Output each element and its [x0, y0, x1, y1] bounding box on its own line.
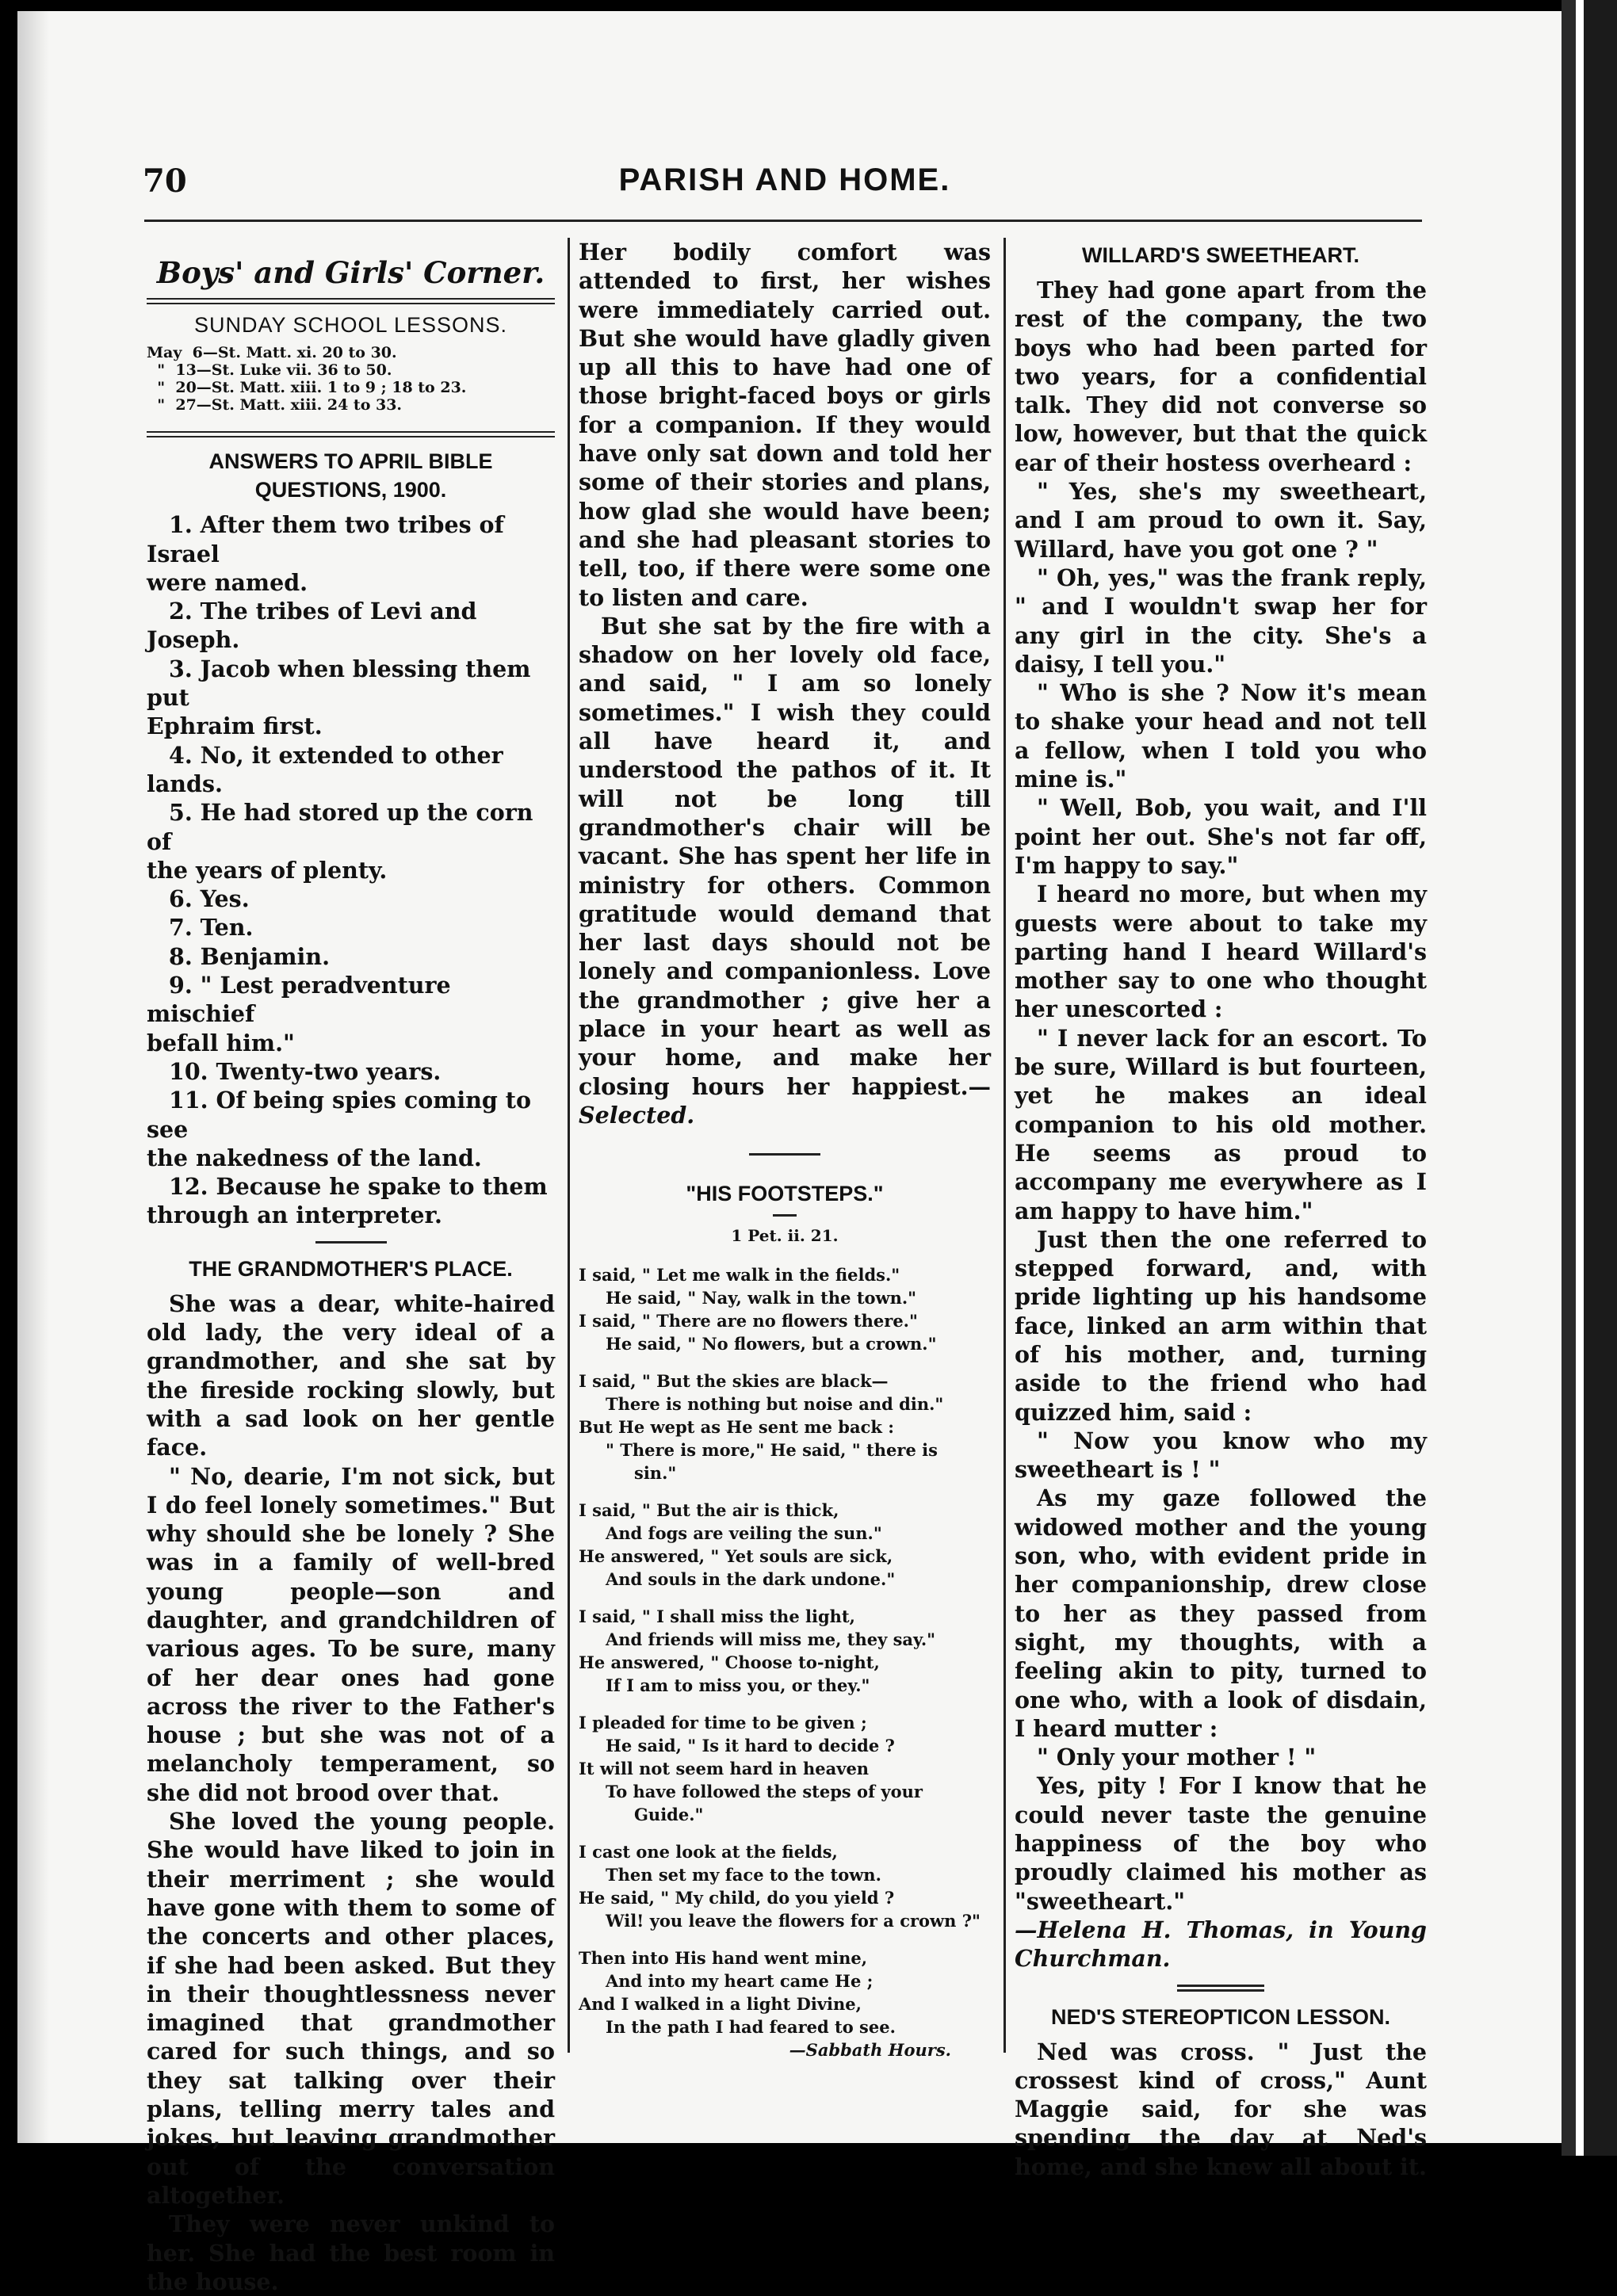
paragraph: " Oh, yes," was the frank reply, " and I wouldn't swap her for any girl in the city. She's a daisy, I tell you.": [1015, 563, 1427, 678]
page-number: 70: [143, 162, 187, 200]
paragraph: I heard no more, but when my guests were about to take my parting hand I heard Willard's mother say to one who thought her unescorted :: [1015, 881, 1427, 1023]
poem-line: Then into His hand went mine,: [579, 1947, 868, 1968]
scan-right-edge: [1562, 0, 1617, 2156]
answer-item-cont: Joseph.: [147, 626, 240, 654]
answers-title: [147, 447, 555, 504]
answers-list: [147, 510, 555, 1229]
poem-line: Then set my face to the town.: [606, 1864, 881, 1885]
poem: [579, 1263, 991, 2061]
answer-item-cont: the nakedness of the land.: [147, 1144, 482, 1171]
lesson-item: May 6—St. Matt. xi. 20 to 30.: [147, 344, 397, 362]
answer-item: 12. Because he spake to them: [169, 1173, 548, 1201]
answer-item: 8. Benjamin.: [169, 942, 331, 970]
poem-line: He answered, " Yet souls are sick,: [579, 1545, 893, 1566]
header-rule: [144, 220, 1422, 222]
paragraph: They had gone apart from the rest of the company, the two boys who had been parted for two years, for a confidential talk. They did not converse so low, however, but that the quick ear of their hostess overheard :: [1015, 277, 1427, 476]
small-rule: [773, 1214, 797, 1217]
poem-line: He said, " No flowers, but a crown.": [606, 1333, 937, 1354]
poem-stanza: [579, 1711, 991, 1826]
paragraph-text: But she sat by the fire with a shadow on her lovely old face, and said, " I am so lonely sometimes." I wish they could all have heard it, and understood the pathos of it. It will not be long till grandmother's chair will be vacant. She has spent her life in ministry for others. Common gratitude would demand that her last days should not be lonely and companionless. Love the grandmother ; give her a place in your heart as well as your home, and make her closing hours her happiest.—: [579, 612, 991, 1100]
answer-item: 10. Twenty-two years.: [169, 1057, 442, 1085]
poem-line: He said, " Nay, walk in the town.": [606, 1287, 917, 1308]
poem-line: I said, " But the skies are black—: [579, 1370, 889, 1391]
answers-title-line: QUESTIONS, 1900.: [254, 478, 447, 502]
poem-line: If I am to miss you, or they.": [606, 1675, 870, 1695]
poem-line: He answered, " Choose to-night,: [579, 1652, 880, 1672]
page-header: [143, 162, 1427, 210]
poem-source: [579, 2038, 991, 2061]
answer-item-cont: the years of plenty.: [147, 856, 388, 884]
paragraph: As my gaze followed the widowed mother and the young son, who, with evident pride in her companionship, drew close to her as they passed from sight, my thoughts, with a feeling akin to pity, turned to one who, with a look of disdain, I heard mutter :: [1015, 1484, 1427, 1742]
source-credit: Selected.: [579, 1101, 695, 1129]
willard-title: WILLARD'S SWEETHEART.: [1082, 243, 1359, 267]
column-middle: [579, 238, 991, 2061]
poem-stanza: [579, 1605, 991, 1697]
lesson-item: " 27—St. Matt. xiii. 24 to 33.: [147, 396, 403, 415]
poem-line: It will not seem hard in heaven: [579, 1758, 870, 1778]
column-left: [147, 238, 555, 2296]
poem-line: And souls in the dark undone.": [606, 1568, 896, 1589]
poem-line: He said, " My child, do you yield ?: [579, 1887, 895, 1908]
poem-line: I said, " I shall miss the light,: [579, 1606, 855, 1626]
paragraph: She was a dear, white-haired old lady, the very ideal of a grandmother, and she sat by the fireside rocking slowly, but with a sad look on her gentle face.: [147, 1289, 555, 1461]
paragraph: " Now you know who my sweetheart is ! ": [1015, 1427, 1427, 1484]
paragraph: They were never unkind to her. She had the best room in the house.: [147, 2210, 555, 2295]
poem-line: There is nothing but noise and din.": [606, 1393, 944, 1414]
lessons-list: [147, 344, 555, 414]
paragraph: " Who is she ? Now it's mean to shake your head and not tell a fellow, when I told you who mine is.": [1015, 679, 1427, 793]
poem-line: I said, " Let me walk in the fields.": [579, 1264, 900, 1285]
column-divider-1: [568, 238, 570, 2053]
poem-stanza: [579, 1370, 991, 1484]
section-rule: [315, 1241, 387, 1244]
paragraph: Yes, pity ! For I know that he could never taste the genuine happiness of the boy who proudly claimed his mother as "sweetheart.": [1015, 1772, 1427, 1915]
poem-reference: 1 Pet. ii. 21.: [731, 1226, 839, 1246]
lesson-item: " 20—St. Matt. xiii. 1 to 9 ; 18 to 23.: [147, 379, 467, 397]
paragraph: Her bodily comfort was attended to first, her wishes were immediately carried out. But she would have gladly given up all this to have had one of those bright-faced boys or girls for a companion. If they would have only sat down and told her some of their stories and plans, how glad she would have been; and she had pleasant stories to tell, too, if there were some one to listen and care.: [579, 239, 991, 611]
divider-rule: [147, 431, 555, 437]
answer-item: 1. After them two tribes of Israel: [147, 511, 504, 567]
answer-item: 6. Yes.: [169, 885, 250, 913]
poem-line: But He wept as He sent me back :: [579, 1416, 894, 1437]
source-credit-text: —Helena H. Thomas, in Young Churchman.: [1015, 1916, 1427, 1973]
divider-rule: [147, 298, 555, 304]
answer-item-cont: through an interpreter.: [147, 1201, 442, 1229]
poem-line: He said, " Is it hard to decide ?: [606, 1735, 895, 1755]
poem-title: "HIS FOOTSTEPS.": [686, 1182, 884, 1206]
section-rule: [749, 1153, 820, 1156]
poem-line: To have followed the steps of your: [606, 1781, 923, 1801]
paragraph: Just then the one referred to stepped forward, and, with pride lighting up his handsome face, linked an arm within that of his mother, and, turning aside to the friend who had quizzed him, said :: [1015, 1225, 1427, 1426]
poem-line: And into my heart came He ;: [606, 1970, 873, 1991]
source-credit: [1015, 1916, 1427, 1973]
answer-item: 2. The tribes of Levi and: [169, 598, 477, 625]
poem-source-text: —Sabbath Hours.: [789, 2039, 951, 2060]
answer-item: 5. He had stored up the corn of: [147, 799, 533, 855]
answer-item: 7. Ten.: [169, 914, 254, 942]
poem-line: I said, " There are no flowers there.": [579, 1310, 918, 1331]
answer-item: 3. Jacob when blessing them put: [147, 655, 531, 712]
poem-stanza: [579, 1840, 991, 1932]
poem-line: Guide.": [634, 1804, 704, 1824]
paragraph: [579, 612, 991, 1129]
paragraph: " No, dearie, I'm not sick, but I do feel lonely sometimes." But why should she be lonely ? She was in a family of well-bred young people—son and daughter, and grandchildren of various ages. To be sure, many of her dear ones had gone across the river to the Father's house ; but she was not of a melancholy temperament, so she did not brood over that.: [147, 1462, 555, 1806]
poem-line: And I walked in a light Divine,: [579, 1993, 862, 2014]
poem-line: And friends will miss me, they say.": [606, 1629, 936, 1649]
paragraph: She loved the young people. She would have liked to join in their merriment ; she would have gone with them to some of the concerts and other places, if she had been asked. But they in their thoughtlessness never imagined that grandmother cared for such things, and so they sat talking over their plans, telling merry tales and jokes, but leaving grandmother out of the conversation altogether.: [147, 1808, 555, 2209]
paragraph: Ned was cross. " Just the crossest kind of cross," Aunt Maggie said, for she was spending the day at Ned's home, and she knew all about it.: [1015, 2038, 1427, 2180]
ned-title: NED'S STEREOPTICON LESSON.: [1051, 2004, 1390, 2029]
binding-shadow: [17, 11, 49, 2143]
answer-item-cont: were named.: [147, 568, 308, 596]
poem-stanza: [579, 1499, 991, 1591]
answer-item-cont: befall him.": [147, 1029, 295, 1056]
paragraph: " I never lack for an escort. To be sure, Willard is but fourteen, yet he makes an ideal companion to his old mother. He seems as proud to accompany me everywhere as I am happy to have him.": [1015, 1024, 1427, 1224]
poem-line: " There is more," He said, " there is: [606, 1439, 938, 1460]
poem-line: In the path I had feared to see.: [606, 2016, 896, 2037]
answer-item: 11. Of being spies coming to see: [147, 1087, 531, 1143]
poem-line: I pleaded for time to be given ;: [579, 1712, 867, 1733]
poem-line: And fogs are veiling the sun.": [606, 1522, 882, 1543]
lessons-heading: SUNDAY SCHOOL LESSONS.: [193, 313, 508, 337]
poem-stanza: [579, 1946, 991, 2038]
poem-line: Wil! you leave the flowers for a crown ?": [606, 1910, 981, 1931]
column-right: [1015, 238, 1427, 2181]
poem-stanza: [579, 1263, 991, 1355]
lesson-item: " 13—St. Luke vii. 36 to 50.: [147, 361, 392, 380]
paragraph: " Well, Bob, you wait, and I'll point her out. She's not far off, I'm happy to say.": [1015, 794, 1427, 879]
paragraph: " Yes, she's my sweetheart, and I am proud to own it. Say, Willard, have you got one ? ": [1015, 478, 1427, 563]
answers-title-line: ANSWERS TO APRIL BIBLE: [208, 449, 493, 474]
paragraph: " Only your mother ! ": [1037, 1744, 1317, 1771]
section-rule: [1177, 1985, 1264, 1992]
answer-item-cont: Ephraim first.: [147, 712, 323, 740]
answer-item: 9. " Lest peradventure mischief: [147, 972, 451, 1028]
column-divider-2: [1003, 238, 1006, 2053]
answer-item: 4. No, it extended to other lands.: [147, 741, 503, 797]
poem-line: sin.": [634, 1462, 677, 1483]
poem-line: I cast one look at the fields,: [579, 1841, 838, 1862]
poem-line: I said, " But the air is thick,: [579, 1499, 839, 1520]
corner-title: Boys' and Girls' Corner.: [156, 255, 545, 290]
grandmother-title: THE GRANDMOTHER'S PLACE.: [189, 1256, 513, 1281]
running-title: PARISH AND HOME.: [618, 162, 951, 197]
